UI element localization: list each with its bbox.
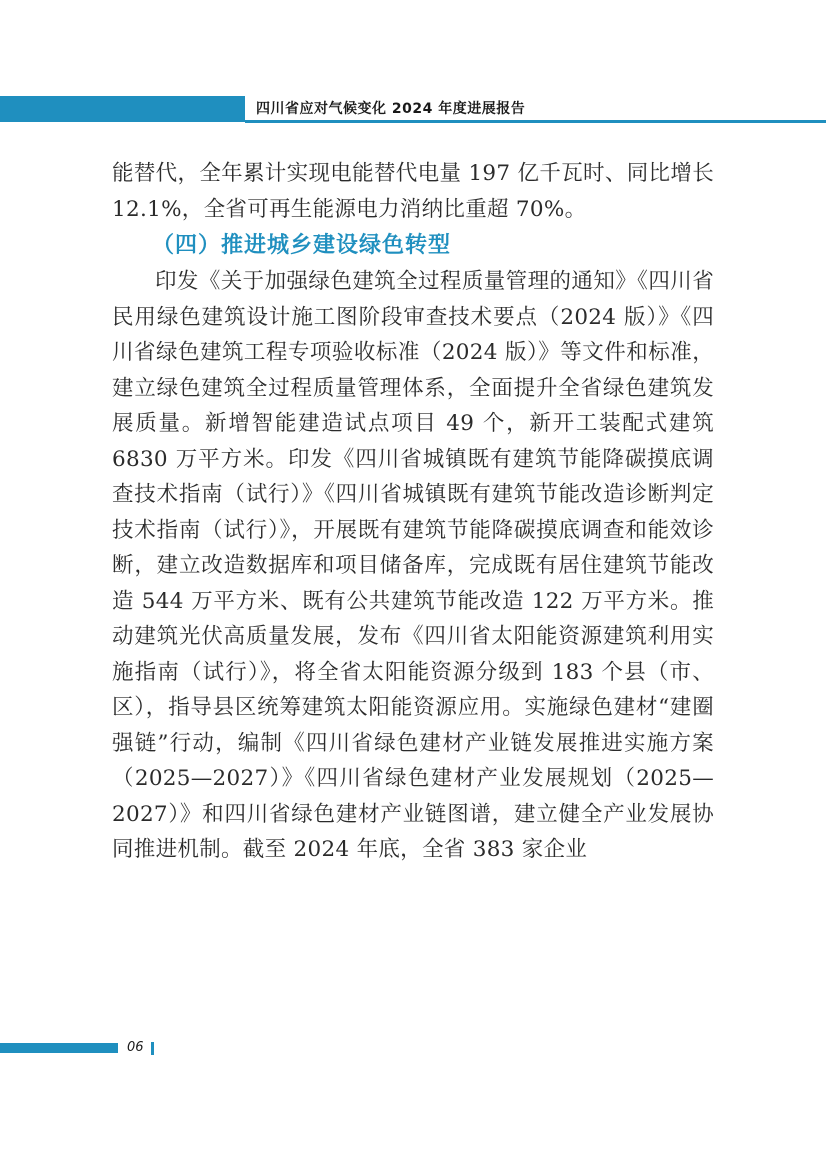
page-body (112, 156, 714, 868)
paragraph-main: 印发《关于加强绿色建筑全过程质量管理的通知》《四川省民用绿色建筑设计施工图阶段审查技术要点（2024 版）》《四川省绿色建筑工程专项验收标准（2024 版）》等文件和标准，建立绿色建筑全过程质量管理体系，全面提升全省绿色建筑发展质量。新增智能建造试点项目 49 个，新开工装配式建筑 6830 万平方米。印发《四川省城镇既有建筑节能降碳摸底调查技术指南（试行）》《四川省城镇既有建筑节能改造诊断判定技术指南（试行）》，开展既有建筑节能降碳摸底调查和能效诊断，建立改造数据库和项目储备库，完成既有居住建筑节能改造 544 万平方米、既有公共建筑节能改造 122 万平方米。推动建筑光伏高质量发展，发布《四川省太阳能资源建筑利用实施指南（试行）》，将全省太阳能资源分级到 183 个县（市、区），指导县区统筹建筑太阳能资源应用。实施绿色建材“建圈强链”行动，编制《四川省绿色建材产业链发展推进实施方案（2025—2027）》《四川省绿色建材产业发展规划（2025—2027）》和四川省绿色建材产业链图谱，建立健全产业发展协同推进机制。截至 2024 年底，全省 383 家企业 (112, 269, 714, 862)
footer-accent-bar (0, 1043, 118, 1053)
running-header (0, 96, 826, 124)
header-accent-block (0, 96, 245, 122)
paragraph-continued: 能替代，全年累计实现电能替代电量 197 亿千瓦时、同比增长 12.1%，全省可再生能源电力消纳比重超 70%。 (112, 161, 714, 222)
header-title: 四川省应对气候变化 2024 年度进展报告 (256, 101, 526, 117)
page-number: 06 (127, 1040, 144, 1055)
header-rule (245, 120, 826, 123)
section-heading: （四）推进城乡建设绿色转型 (152, 232, 452, 258)
page-number-mark (151, 1042, 154, 1055)
